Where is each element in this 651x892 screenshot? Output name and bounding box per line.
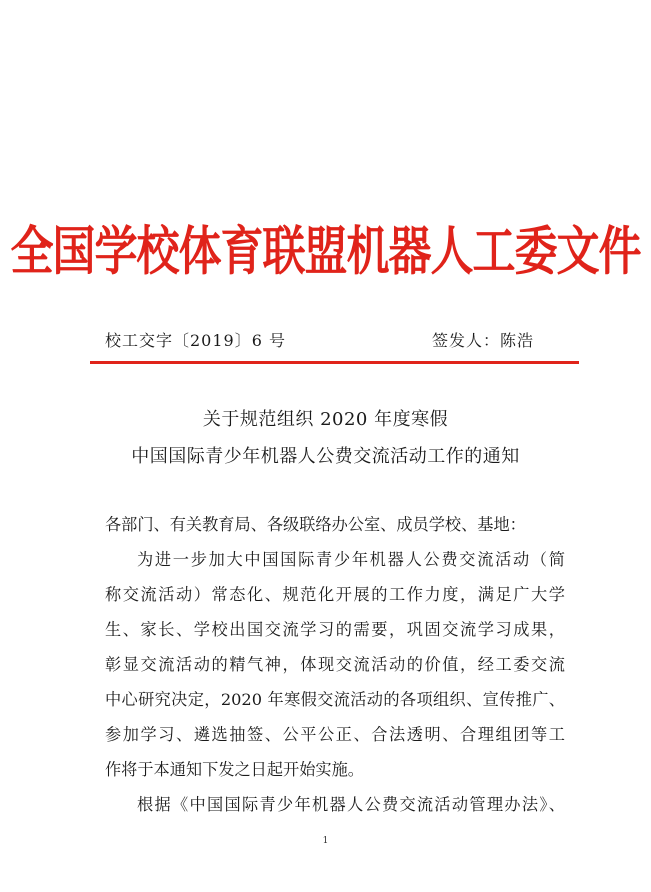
paragraph-line: 称交流活动）常态化、规范化开展的工作力度，满足广大学 <box>105 585 565 604</box>
signer-name: 陈浩 <box>500 331 535 350</box>
body-paragraph-1 <box>105 542 565 787</box>
paragraph-line: 生、家长、学校出国交流学习的需要，巩固交流学习成果， <box>105 620 565 639</box>
notice-title-line-1: 关于规范组织 2020 年度寒假 <box>202 409 449 430</box>
page-number: 1 <box>322 836 329 846</box>
signer <box>432 328 534 351</box>
paragraph-line: 中心研究决定，2020 年寒假交流活动的各项组织、宣传推广、 <box>105 690 565 709</box>
masthead-title: 全国学校体育联盟机器人工委文件 <box>10 221 641 283</box>
signer-label: 签发人： <box>432 331 501 350</box>
notice-title-line-2: 中国国际青少年机器人公费交流活动工作的通知 <box>131 446 520 467</box>
paragraph-line: 为进一步加大中国国际青少年机器人公费交流活动（简 <box>137 550 565 569</box>
body-paragraph-2 <box>105 787 565 822</box>
paragraph-line: 参加学习、遴选抽签、公平公正、合法透明、合理组团等工 <box>105 725 565 744</box>
paragraph-line: 彰显交流活动的精气神，体现交流活动的价值，经工委交流 <box>105 655 565 674</box>
red-divider-rule <box>90 361 579 364</box>
paragraph-line: 作将于本通知下发之日起开始实施。 <box>105 760 364 779</box>
document-number: 校工交字〔2019〕6 号 <box>105 331 286 350</box>
paragraph-line: 根据《中国国际青少年机器人公费交流活动管理办法》、 <box>137 795 565 814</box>
salutation: 各部门、有关教育局、各级联络办公室、成员学校、基地： <box>105 515 526 534</box>
